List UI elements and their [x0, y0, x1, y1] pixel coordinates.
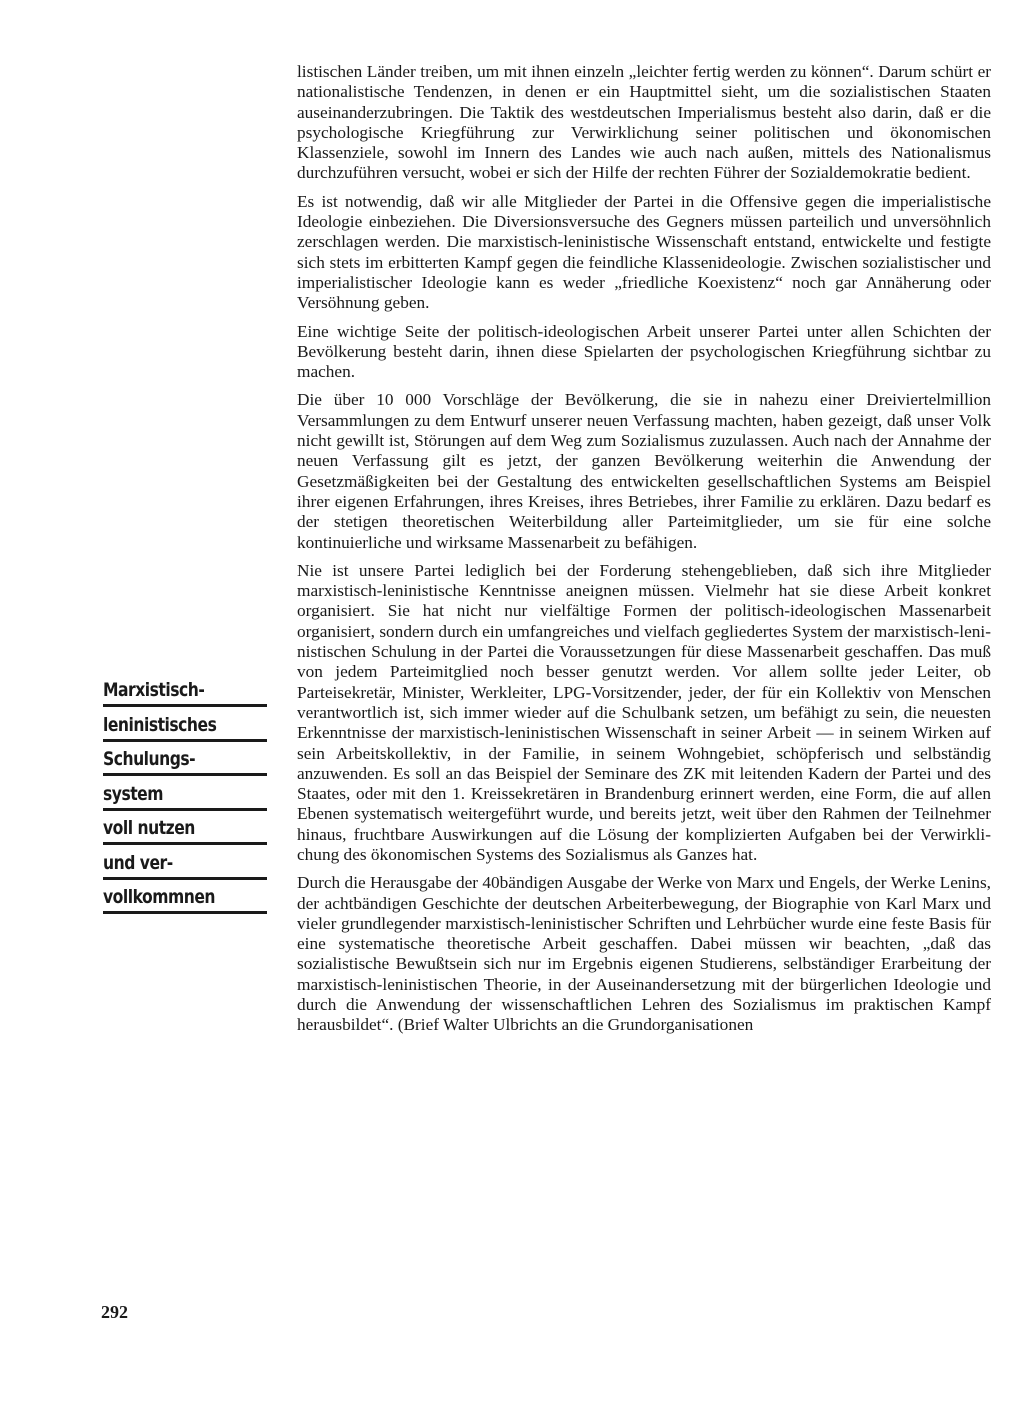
page-number: 292 — [101, 1302, 128, 1322]
main-text-column — [297, 62, 991, 1044]
margin-heading-line-7: vollkommnen — [103, 885, 267, 914]
margin-heading-line-6: und ver- — [103, 851, 267, 880]
margin-heading-line-3: Schulungs- — [103, 747, 267, 776]
margin-heading-line-1: Marxistisch- — [103, 678, 267, 707]
paragraph-6: Durch die Herausgabe der 40bändigen Ausgabe der Werke von Marx und Engels, der Werke Lenins, der achtbändigen Geschichte der deutschen Arbeiterbewegung, der Biographie von Karl Marx und vieler grundlegender marxistisch-leninistischer Schriften und Lehrbücher wurde eine feste Basis für eine systematische theoretische Arbeit geschaffen. Dabei müssen wir beachten, „daß das sozialistische Bewußtsein sich nur im Ergebnis eigenen Studierens, selbständiger Erarbeitung der marxistisch-leninistischen Theorie, in der Auseinandersetzung mit der bürgerlichen Ideologie und durch die Anwendung der wissenschaftlichen Lehren des Sozialismus im praktischen Kampf herausbildet“. (Brief Walter Ulbrichts an die Grundorganisationen — [297, 873, 991, 1035]
paragraph-5: Nie ist unsere Partei lediglich bei der Forderung stehengeblieben, daß sich ihre Mitglieder marxistisch-leninistische Kenntnisse aneignen müssen. Vielmehr hat sie diese Arbeit konkret organisiert. Sie hat nicht nur vielfältige Formen der politisch-ideologischen Massenarbeit organisiert, sondern durch ein umfangreiches und vielfach gegliedertes System der marxistisch-leninistischen Schulung in der Partei die Voraussetzungen für diese Massenarbeit geschaffen. Das muß von jedem Parteimitglied noch besser genutzt werden. Vor allem sollte jeder Leiter, ob Parteisekretär, Minister, Werkleiter, LPG-Vorsitzender, jeder, der für ein Kollektiv von Menschen verantwortlich ist, sich immer wieder auf die Schulbank setzen, um befähigt zu sein, die neuesten Erkenntnisse der marxistisch-leninistischen Wissenschaft in seiner Arbeit — in seinem Wirken auf sein Arbeitskollektiv, in der Familie, in seinem Wohngebiet, schöpferisch und selbständig anzuwenden. Es soll an das Beispiel der Seminare des ZK mit leitenden Kadern der Partei und des Staates, oder mit den 1. Kreissekretären in Brandenburg erinnert werden, eine Form, die auf allen Ebenen systematisch weitergeführt wurde, und bereits jetzt, weit über den Rahmen der Teilnehmer hinaus, fruchtbare Auswirkungen auf die Lösung der komplizierten Aufgaben bei der Verwirklichung des ökonomischen Systems des Sozialismus als Ganzes hat. — [297, 560, 991, 864]
paragraph-2: Es ist notwendig, daß wir alle Mitglieder der Partei in die Offensive gegen die imperialistische Ideologie einbeziehen. Die Diversionsversuche des Gegners müssen parteilich und unversöhnlich zerschlagen werden. Die marxistisch-leninistische Wissenschaft entstand, entwickelte und festigte sich stets im erbitterten Kampf gegen die feindliche Klassenideologie. Zwischen sozialistischer und imperialistischer Ideologie kann es weder „friedliche Koexistenz“ noch gar Annäherung oder Versöhnung geben. — [297, 191, 991, 313]
margin-heading-line-2: leninistisches — [103, 713, 267, 742]
paragraph-4: Die über 10 000 Vorschläge der Bevölkerung, die sie in nahezu einer Dreiviertelmillion Versammlungen zu dem Entwurf unserer neuen Verfassung machten, haben gezeigt, daß unser Volk nicht gewillt ist, Störungen auf dem Weg zum Sozialismus zuzulassen. Auch nach der Annahme der neuen Verfassung gilt es jetzt, der ganzen Bevölkerung weiterhin die Anwendung der Gesetzmäßigkeiten bei der Gestaltung des entwickelten gesellschaftlichen Systems am Beispiel ihrer eigenen Erfahrungen, ihres Kreises, ihres Betriebes, ihrer Familie zu erklären. Dazu bedarf es der stetigen theoretischen Weiterbildung aller Parteimitglieder, um sie für eine solche kontinuierliche und wirksame Massenarbeit zu befähigen. — [297, 390, 991, 552]
margin-heading-line-5: voll nutzen — [103, 816, 267, 845]
margin-heading-line-4: system — [103, 782, 267, 811]
paragraph-3: Eine wichtige Seite der politisch-ideologischen Arbeit unserer Partei unter allen Schichten der Bevölkerung besteht darin, ihnen diese Spielarten der psychologischen Kriegführung sichtbar zu machen. — [297, 321, 991, 382]
paragraph-1: listischen Länder treiben, um mit ihnen einzeln „leichter fertig werden zu können“. Darum schürt er nationalistische Tendenzen, in denen er ein Hauptmittel sieht, um die sozialistischen Staaten auseinanderzubringen. Die Taktik des westdeutschen Imperialismus besteht also darin, daß er die psychologische Kriegführung zur Verwirklichung seiner politischen und ökonomischen Klassenziele, sowohl im Innern des Landes wie auch nach außen, mittels des Nationalismus durchzuführen versucht, wobei er sich der Hilfe der rechten Führer der Sozialdemokratie bedient. — [297, 62, 991, 183]
margin-heading — [103, 678, 273, 920]
